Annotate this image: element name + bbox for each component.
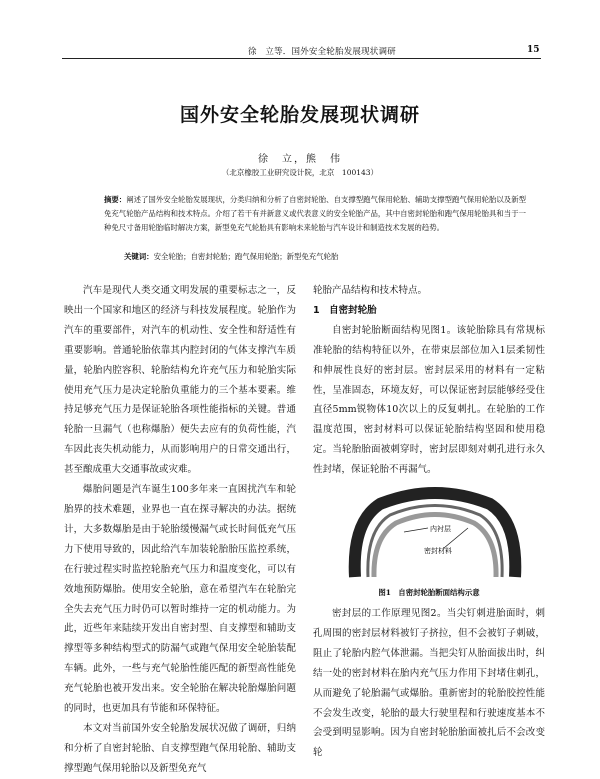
right-column <box>313 281 545 480</box>
abstract <box>104 193 526 235</box>
body-paragraph: 轮胎产品结构和技术特点。 <box>313 285 428 296</box>
keywords <box>124 251 338 262</box>
abstract-text: 阐述了国外安全轮胎发展现状，分类归纳和分析了自密封轮胎、自支撑型跑气保用轮胎、辅助支撑型跑气保用轮胎以及新型免充气轮胎产品结构和技术特点。介绍了若干有并新意义或代表意义的安全轮胎产品，其中自密封轮胎和跑气保用轮胎具和当于一种免尺寸备用轮胎临时解决方案，新型免充气轮胎具有影响未来轮胎与汽车设计和制造技术发展的趋势。 <box>104 195 526 232</box>
section-heading: 1 自密封轮胎 <box>313 304 377 316</box>
tire-cross-section-figure <box>340 482 530 582</box>
body-paragraph: 爆胎问题是汽车诞生100多年来一直困扰汽车和轮胎界的技术难题，业界也一直在探寻解决的办法。据统计，大多数爆胎是由于轮胎缓慢漏气或长时间低充气压力下使用导致的，因此给汽车加装轮胎胎压监控系统，在行驶过程实时监控轮胎充气压力和温度变化，可以有效地预防爆胎。使用安全轮胎，意在希望汽车在轮胎完全失去充气压力时仍可以暂时维持一定的机动能力。为此，近些年来陆续开发出自密封型、自支撑型和辅助支撑型等多种结构型式的防漏气或跑气保用安全轮胎装配车辆。此外，一些与充气轮胎性能匹配的新型高性能免充气轮胎也被开发出来。安全轮胎在解决轮胎爆胎问题的同时，也更加具有节能和环保特征。 <box>64 484 296 715</box>
leader-line <box>404 528 428 532</box>
body-paragraph: 密封层的工作原理见图2。当尖钉刺进胎面时，刺孔周围的密封层材料被钉子挤拉，但不会被钉子刺破，阻止了轮胎内腔气体泄漏。当把尖钉从胎面拔出时，纠结一处的密封材料在胎内充气压力作用下封堵住刺孔，从而避免了轮胎漏气或爆胎。重新密封的轮胎胶控性能不会发生改变，轮胎的最大行驶里程和行驶速度基本不会受到明显影响。因为自密封轮胎胎面被扎后不会改变轮 <box>313 608 545 759</box>
left-column <box>64 281 296 779</box>
article-title: 国外安全轮胎发展现状调研 <box>179 104 420 126</box>
article-authors: 徐 立，熊 伟 <box>258 154 342 165</box>
page-number: 15 <box>527 45 540 55</box>
running-header: 徐 立等．国外安全轮胎发展现状调研 <box>248 47 396 57</box>
body-paragraph: 本文对当前国外安全轮胎发展状况做了调研，归纳和分析了自密封轮胎、自支撑型跑气保用轮胎、辅助支撑型跑气保用轮胎以及新型免充气 <box>64 722 296 774</box>
keywords-label: 关键词： <box>124 252 154 261</box>
header-rule <box>62 58 541 59</box>
article-affiliation: （北京橡胶工业研究设计院，北京 100143） <box>221 168 379 177</box>
abstract-label: 摘要： <box>104 195 127 204</box>
body-paragraph: 自密封轮胎断面结构见图1。该轮胎除具有常规标准轮胎的结构特征以外，在带束层部位加入1层柔韧性和伸展性良好的密封层。密封层采用的材料有一定粘性，呈准固态，环境友好，可以保证密封层能够经受住直径5mm锐物体10次以上的反复刺扎。在轮胎的工作温度范围，密封材料可以保证轮胎结构坚固和使用稳定。当轮胎胎面被刺穿时，密封层即刻对刺孔进行永久性封堵，保证轮胎不再漏气。 <box>313 324 545 476</box>
label-sealant: 密封材料 <box>424 547 452 555</box>
sealant-layer <box>374 515 496 578</box>
label-inner-liner: 内衬层 <box>430 525 451 533</box>
keywords-text: 安全轮胎；自密封轮胎；跑气保用轮胎；新型免充气轮胎 <box>153 252 339 261</box>
right-column-lower <box>313 604 545 763</box>
figure-caption: 图1 自密封轮胎断面结构示意 <box>378 588 480 597</box>
body-paragraph: 汽车是现代人类交通文明发展的重要标志之一，反映出一个国家和地区的经济与科技发展程度。轮胎作为汽车的重要部件，对汽车的机动性、安全性和舒适性有重要影响。普通轮胎依靠其内腔封闭的气体支撑汽车质量，轮胎内腔容积、轮胎结构允许充气压力和轮胎实际使用充气压力是决定轮胎负重能力的三个基本要素。维持足够充气压力是保证轮胎各项性能指标的关键。普通轮胎一旦漏气（也称爆胎）便失去应有的负荷性能，汽车因此丧失机动能力，从而影响用户的日常交通出行，甚至酿成重大交通事故或灾难。 <box>64 285 296 476</box>
